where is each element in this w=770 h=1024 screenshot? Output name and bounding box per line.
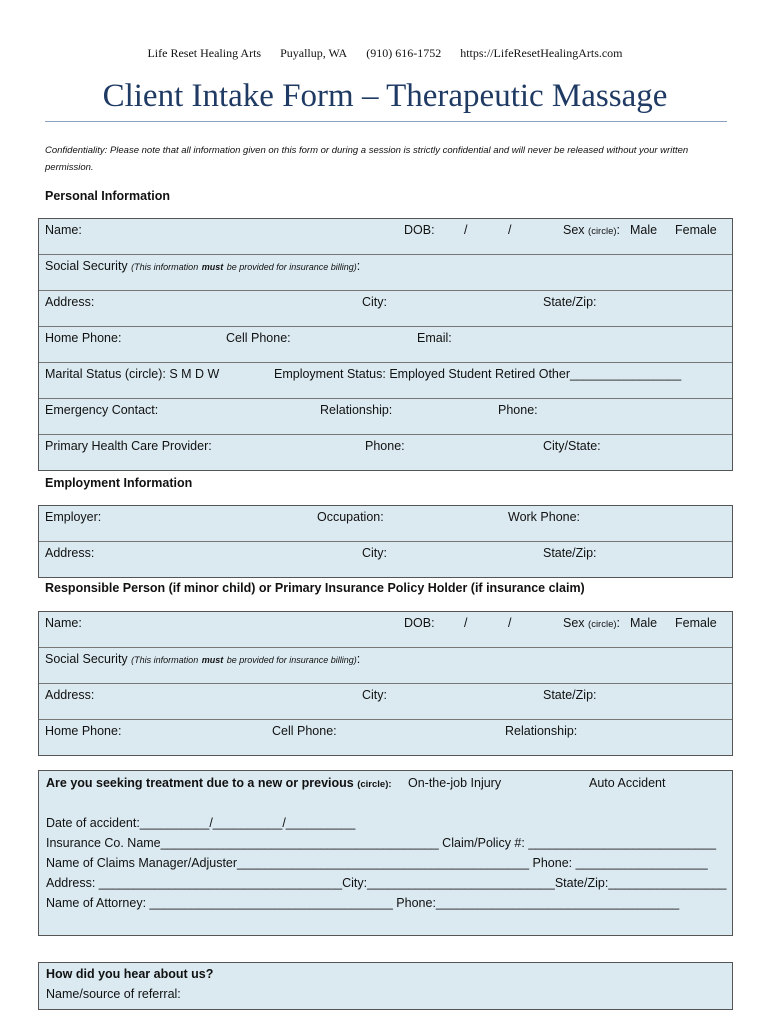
employment-row-employer[interactable] bbox=[39, 506, 732, 542]
responsible-city-label: City: bbox=[362, 688, 387, 702]
referral-source-field[interactable]: Name/source of referral: bbox=[46, 987, 181, 1001]
responsible-home-phone-label: Home Phone: bbox=[45, 724, 122, 738]
personal-row-provider[interactable] bbox=[39, 435, 732, 470]
attorney-field[interactable]: Name of Attorney: ___________________________________ Phone:___________________________________ bbox=[46, 896, 680, 910]
accident-date-field[interactable]: Date of accident:__________/__________/__________ bbox=[46, 816, 356, 830]
responsible-dob-slash-2: / bbox=[508, 616, 512, 630]
responsible-name-label: Name: bbox=[45, 616, 82, 630]
provider-phone-label: Phone: bbox=[365, 439, 405, 453]
sex-label bbox=[563, 223, 620, 237]
work-phone-label: Work Phone: bbox=[508, 510, 581, 524]
confidentiality-note: Confidentiality: Please note that all information given on this form or during a session is strictly confidential and will never be released without your written permission. bbox=[45, 145, 689, 173]
personal-row-name[interactable] bbox=[39, 219, 732, 255]
accident-question bbox=[46, 776, 392, 790]
employment-statezip-label: State/Zip: bbox=[543, 546, 597, 560]
statezip-label: State/Zip: bbox=[543, 295, 597, 309]
responsible-statezip-label: State/Zip: bbox=[543, 688, 597, 702]
ss-note-a: (This information bbox=[131, 262, 199, 272]
section-personal-heading: Personal Information bbox=[45, 189, 171, 203]
responsible-sex-female-option[interactable]: Female bbox=[675, 616, 717, 630]
section-responsible-heading: Responsible Person (if minor child) or Primary Insurance Policy Holder (if insurance claim) bbox=[45, 581, 585, 595]
option-auto-accident[interactable]: Auto Accident bbox=[589, 776, 666, 790]
emergency-phone-label: Phone: bbox=[498, 403, 538, 417]
responsible-ss-label bbox=[45, 652, 360, 666]
responsible-sex-circle-hint: (circle) bbox=[588, 619, 617, 630]
business-location: Puyallup, WA bbox=[280, 46, 348, 60]
responsible-dob-label: DOB: bbox=[404, 616, 435, 630]
business-url[interactable]: https://LifeResetHealingArts.com bbox=[460, 46, 623, 60]
responsible-info-table bbox=[38, 611, 733, 756]
provider-citystate-label: City/State: bbox=[543, 439, 601, 453]
responsible-ss-note-must: must bbox=[201, 655, 224, 665]
responsible-ss-colon: : bbox=[356, 652, 361, 666]
occupation-label: Occupation: bbox=[317, 510, 384, 524]
sex-circle-hint: (circle) bbox=[588, 226, 617, 237]
letterhead bbox=[0, 46, 770, 61]
employer-label: Employer: bbox=[45, 510, 102, 524]
option-on-the-job-injury[interactable]: On-the-job Injury bbox=[408, 776, 502, 790]
employment-city-label: City: bbox=[362, 546, 387, 560]
email-label: Email: bbox=[417, 331, 452, 345]
responsible-row-ss[interactable] bbox=[39, 648, 732, 684]
accident-section bbox=[38, 770, 733, 936]
personal-row-emergency[interactable] bbox=[39, 399, 732, 435]
ss-note-must: must bbox=[201, 262, 224, 272]
dob-slash-2: / bbox=[508, 223, 512, 237]
home-phone-label: Home Phone: bbox=[45, 331, 122, 345]
section-employment-heading: Employment Information bbox=[45, 476, 193, 490]
accident-question-text: Are you seeking treatment due to a new or previous bbox=[46, 776, 354, 790]
responsible-sex-label bbox=[563, 616, 620, 630]
employment-status[interactable]: Employment Status: Employed Student Retired Other________________ bbox=[274, 367, 682, 381]
employment-row-address[interactable] bbox=[39, 542, 732, 577]
ss-colon: : bbox=[356, 259, 361, 273]
business-name: Life Reset Healing Arts bbox=[147, 46, 262, 60]
cell-phone-label: Cell Phone: bbox=[226, 331, 291, 345]
responsible-address-label: Address: bbox=[45, 688, 95, 702]
employment-info-table bbox=[38, 505, 733, 578]
emergency-contact-label: Emergency Contact: bbox=[45, 403, 159, 417]
sex-text: Sex bbox=[563, 223, 585, 237]
personal-row-phones[interactable] bbox=[39, 327, 732, 363]
accident-circle-hint: (circle): bbox=[357, 779, 392, 790]
address-label: Address: bbox=[45, 295, 95, 309]
ss-label bbox=[45, 259, 360, 273]
personal-row-status[interactable] bbox=[39, 363, 732, 399]
referral-question: How did you hear about us? bbox=[46, 967, 214, 981]
personal-row-ss[interactable] bbox=[39, 255, 732, 291]
responsible-row-name[interactable] bbox=[39, 612, 732, 648]
city-label: City: bbox=[362, 295, 387, 309]
page-title: Client Intake Form – Therapeutic Massage bbox=[102, 78, 668, 114]
relationship-label: Relationship: bbox=[320, 403, 393, 417]
name-label: Name: bbox=[45, 223, 82, 237]
insurance-field[interactable]: Insurance Co. Name________________________________________ Claim/Policy #: ___________________________ bbox=[46, 836, 717, 850]
business-phone: (910) 616-1752 bbox=[366, 46, 442, 60]
claims-manager-field[interactable]: Name of Claims Manager/Adjuster__________________________________________ Phone: ___________________ bbox=[46, 856, 708, 870]
responsible-sex-text: Sex bbox=[563, 616, 585, 630]
responsible-dob-slash-1: / bbox=[464, 616, 468, 630]
responsible-relationship-label: Relationship: bbox=[505, 724, 578, 738]
dob-label: DOB: bbox=[404, 223, 435, 237]
responsible-sex-colon: : bbox=[616, 616, 621, 630]
responsible-cell-phone-label: Cell Phone: bbox=[272, 724, 337, 738]
accident-address-field[interactable]: Address: ___________________________________City:___________________________State/Zip:_________________ bbox=[46, 876, 727, 890]
sex-colon: : bbox=[616, 223, 621, 237]
personal-row-address[interactable] bbox=[39, 291, 732, 327]
responsible-row-phones[interactable] bbox=[39, 720, 732, 755]
responsible-row-address[interactable] bbox=[39, 684, 732, 720]
marital-status[interactable]: Marital Status (circle): S M D W bbox=[45, 367, 220, 381]
ss-text: Social Security bbox=[45, 259, 128, 273]
responsible-ss-text: Social Security bbox=[45, 652, 128, 666]
referral-section bbox=[38, 962, 733, 1010]
personal-info-table bbox=[38, 218, 733, 471]
sex-male-option[interactable]: Male bbox=[630, 223, 658, 237]
sex-female-option[interactable]: Female bbox=[675, 223, 717, 237]
ss-note-b: be provided for insurance billing) bbox=[226, 262, 357, 272]
responsible-ss-note-a: (This information bbox=[131, 655, 199, 665]
title-divider bbox=[45, 121, 727, 122]
responsible-ss-note-b: be provided for insurance billing) bbox=[226, 655, 357, 665]
dob-slash-1: / bbox=[464, 223, 468, 237]
employment-address-label: Address: bbox=[45, 546, 95, 560]
provider-label: Primary Health Care Provider: bbox=[45, 439, 212, 453]
responsible-sex-male-option[interactable]: Male bbox=[630, 616, 658, 630]
